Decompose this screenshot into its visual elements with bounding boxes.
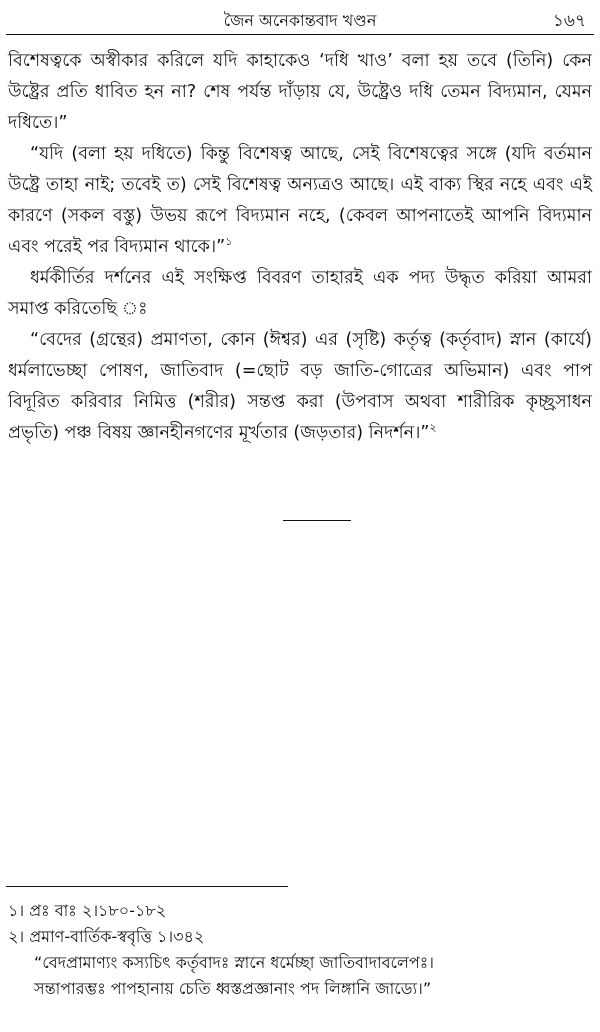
footnote-ref-2[interactable]: ২ xyxy=(429,421,437,435)
main-text xyxy=(8,46,592,449)
footnote-rule xyxy=(6,886,288,887)
paragraph-4 xyxy=(8,325,592,449)
paragraph-1 xyxy=(8,46,592,139)
page-number: ১৬৭ xyxy=(552,11,586,31)
footnotes xyxy=(8,898,592,1002)
running-header xyxy=(0,8,600,34)
running-title: জৈন অনেকান্তবাদ খণ্ডন xyxy=(223,11,377,30)
footnote-2-quote-line-1: “বেদপ্রামাণ্যং কস্যচিৎ কর্তৃবাদঃ স্নানে ধর্মেচ্ছা জাতিবাদাবলেপঃ। xyxy=(34,953,434,972)
header-rule xyxy=(6,34,594,35)
footnote-2-quote-line-2: সন্তাপারম্ভঃ পাপহানায় চেতি ধ্বস্তপ্রজ্ঞানাং পদ লিঙ্গানি জাড্যে।” xyxy=(34,979,432,998)
paragraph-1-text: বিশেষত্বকে অস্বীকার করিলে যদি কাহাকেও ‘দধি খাও’ বলা হয় তবে (তিনি) কেন উষ্ট্রের প্রতি ধাবিত হন না? শেষ পর্যন্ত দাঁড়ায় যে, উষ্ট্রেও দধি তেমন বিদ্যমান, যেমন দধিতে।” xyxy=(8,51,592,133)
paragraph-4-text: “বেদের (গ্রন্থের) প্রমাণতা, কোন (ঈশ্বর) এর (সৃষ্টি) কর্তৃত্ব (কর্তৃবাদ) স্নান (কার্যে) ধর্মলাভেচ্ছা পোষণ, জাতিবাদ (=ছোট বড় জাতি-গোত্রের অভিমান) এবং পাপ বিদূরিত করিবার নিমিত্ত (শরীর) সন্তপ্ত করা (উপবাস অথবা শারীরিক কৃচ্ছ্রসাধন প্রভৃতি) পঞ্চ বিষয় জ্ঞানহীনগণের মূর্খতার (জড়তার) নিদর্শন।” xyxy=(8,330,592,443)
paragraph-3-text: ধর্মকীর্তির দর্শনের এই সংক্ষিপ্ত বিবরণ তাহারই এক পদ্য উদ্ধৃত করিয়া আমরা সমাপ্ত করিতেছি ঃ xyxy=(8,268,592,319)
footnote-2: ২। প্রমাণ-বার্তিক-স্ববৃত্তি ১।৩৪২ xyxy=(8,927,205,946)
paragraph-3 xyxy=(8,263,592,325)
footnote-ref-1[interactable]: ১ xyxy=(225,235,233,249)
section-end-rule xyxy=(283,520,351,521)
paragraph-2 xyxy=(8,139,592,263)
paragraph-2-text: “যদি (বলা হয় দধিতে) কিন্তু বিশেষত্ব আছে, সেই বিশেষত্বের সঙ্গে (যদি বর্তমান উষ্ট্রে তাহা নাই; তবেই ত) সেই বিশেষত্ব অন্যত্রও আছে। এই বাক্য স্থির নহে এবং এই কারণে (সকল বস্তু) উভয় রূপে বিদ্যমান নহে, (কেবল আপনাতেই আপনি বিদ্যমান এবং পরেই পর বিদ্যমান থাকে।” xyxy=(8,144,592,257)
footnote-1: ১। প্রঃ বাঃ ২।১৮০-১৮২ xyxy=(8,901,167,920)
